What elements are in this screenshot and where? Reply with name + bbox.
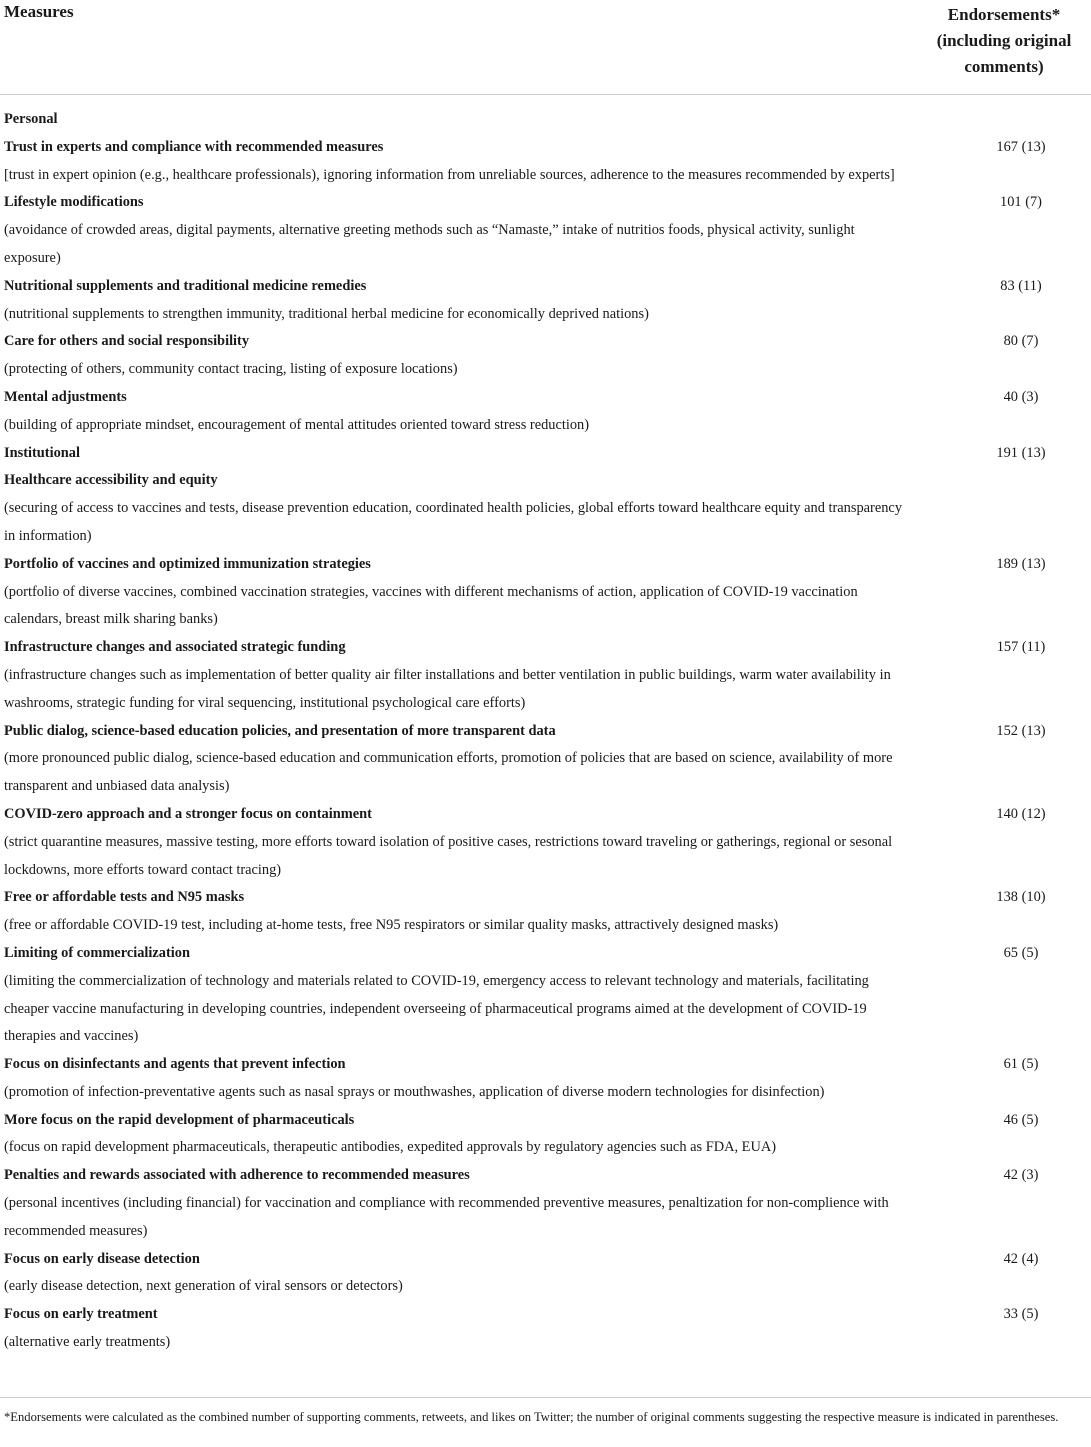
table-row	[0, 328, 1091, 384]
endorsement-value: 46 (5)	[1003, 1111, 1039, 1128]
endorsements-column-header: Endorsements* (including original comments)	[936, 5, 1072, 76]
measures-column-header: Measures	[4, 2, 74, 21]
measure-title: Care for others and social responsibility	[4, 333, 250, 350]
measure-description: (more pronounced public dialog, science-based education and communication efforts, promotion of policies that are based on science, availability of more transparent and unbiased data analysis)	[4, 750, 893, 795]
endorsement-value: 40 (3)	[1003, 388, 1039, 405]
table-row	[0, 384, 1091, 440]
endorsement-value: 42 (4)	[1003, 1250, 1039, 1267]
measure-title: Limiting of commercialization	[4, 944, 190, 961]
section-endorsements: 191 (13)	[996, 444, 1046, 461]
measure-title: Infrastructure changes and associated strategic funding	[4, 639, 346, 656]
measure-description: (early disease detection, next generation of viral sensors or detectors)	[4, 1278, 403, 1295]
measure-description: (free or affordable COVID-19 test, including at-home tests, free N95 respirators or similar quality masks, attractively designed masks)	[4, 917, 779, 934]
measure-title: Trust in experts and compliance with recommended measures	[4, 138, 384, 155]
endorsement-value: 80 (7)	[1003, 333, 1039, 350]
endorsement-value: 140 (12)	[996, 805, 1046, 822]
measure-description: (promotion of infection-preventative agents such as nasal sprays or mouthwashes, application of diverse modern technologies for disinfection)	[4, 1083, 825, 1100]
measure-description: (securing of access to vaccines and tests, disease prevention education, coordinated health policies, global efforts toward healthcare equity and transparency in information)	[4, 500, 903, 544]
section-title: Institutional	[4, 444, 80, 461]
footnote-text: *Endorsements were calculated as the combined number of supporting comments, retweets, and likes on Twitter; the number of original comments suggesting the respective measure is indicated in parentheses.	[4, 1410, 1059, 1424]
measure-description: (infrastructure changes such as implementation of better quality air filter installations and better ventilation in public buildings, warm water availability in washrooms, strategic funding for viral sequencing, institutional psychological care efforts)	[4, 666, 891, 711]
table-row	[0, 467, 1091, 550]
endorsement-value: 65 (5)	[1003, 944, 1039, 961]
endorsement-value: 101 (7)	[1000, 194, 1042, 211]
table-row	[0, 634, 1091, 717]
measure-description: (nutritional supplements to strengthen immunity, traditional herbal medicine for economically deprived nations)	[4, 305, 649, 322]
measure-description: [trust in expert opinion (e.g., healthcare professionals), ignoring information from unreliable sources, adherence to the measures recommended by experts]	[4, 166, 895, 183]
measure-title: Lifestyle modifications	[4, 194, 144, 211]
measure-title: Public dialog, science-based education policies, and presentation of more transparent data	[4, 722, 556, 739]
endorsement-value: 83 (11)	[1000, 277, 1042, 294]
measure-title: Free or affordable tests and N95 masks	[4, 889, 245, 906]
measure-title: Focus on disinfectants and agents that prevent infection	[4, 1056, 346, 1073]
measure-description: (portfolio of diverse vaccines, combined vaccination strategies, vaccines with different mechanisms of action, application of COVID-19 vaccination calendars, breast milk sharing banks)	[4, 583, 858, 628]
measure-title: Focus on early disease detection	[4, 1250, 200, 1267]
measure-description: (building of appropriate mindset, encouragement of mental attitudes oriented toward stress reduction)	[4, 416, 590, 433]
measure-title: COVID-zero approach and a stronger focus on containment	[4, 805, 372, 822]
table-row	[0, 189, 1091, 272]
measure-description: (avoidance of crowded areas, digital payments, alternative greeting methods such as “Namaste,” intake of nutritios foods, physical activity, sunlight exposure)	[4, 222, 855, 266]
measure-title: Nutritional supplements and traditional medicine remedies	[4, 277, 367, 294]
table-row	[0, 940, 1091, 1051]
table-row	[0, 273, 1091, 329]
table-row	[0, 1162, 1091, 1245]
endorsement-value: 42 (3)	[1003, 1167, 1039, 1184]
table-row	[0, 718, 1091, 801]
table-row	[0, 1301, 1091, 1357]
table-header	[0, 0, 1091, 95]
table-row	[0, 1246, 1091, 1302]
measure-description: (personal incentives (including financial) for vaccination and compliance with recommended preventive measures, penaltization for non-complience with recommended measures)	[4, 1195, 889, 1239]
measure-title: Focus on early treatment	[4, 1306, 158, 1323]
table-row	[0, 1051, 1091, 1107]
endorsement-value: 138 (10)	[996, 889, 1046, 906]
endorsement-value: 167 (13)	[996, 138, 1046, 155]
endorsement-value: 33 (5)	[1003, 1306, 1039, 1323]
table-row	[0, 884, 1091, 940]
measure-description: (strict quarantine measures, massive testing, more efforts toward isolation of positive cases, restrictions toward traveling or gatherings, regional or sesonal lockdowns, more efforts toward contact tracing)	[4, 833, 893, 878]
table-row	[0, 134, 1091, 190]
measure-description: (protecting of others, community contact tracing, listing of exposure locations)	[4, 361, 458, 378]
section-row-personal	[0, 106, 1091, 134]
table-row	[0, 1107, 1091, 1163]
measure-title: Mental adjustments	[4, 388, 127, 405]
endorsement-value: 157 (11)	[996, 639, 1046, 656]
endorsement-value: 189 (13)	[996, 555, 1046, 572]
measure-description: (alternative early treatments)	[4, 1334, 171, 1351]
measure-title: More focus on the rapid development of pharmaceuticals	[4, 1111, 355, 1128]
measure-description: (focus on rapid development pharmaceuticals, therapeutic antibodies, expedited approvals by regulatory agencies such as FDA, EUA)	[4, 1139, 777, 1156]
measure-title: Penalties and rewards associated with adherence to recommended measures	[4, 1167, 470, 1184]
table-row	[0, 551, 1091, 634]
endorsement-value: 61 (5)	[1003, 1056, 1039, 1073]
table-footnote	[0, 1397, 1091, 1426]
table-body	[0, 106, 1091, 1357]
endorsement-value: 152 (13)	[996, 722, 1046, 739]
table-row	[0, 801, 1091, 884]
measure-title: Portfolio of vaccines and optimized immunization strategies	[4, 555, 371, 572]
measure-description: (limiting the commercialization of technology and materials related to COVID-19, emergency access to relevant technology and materials, facilitating cheaper vaccine manufacturing in developing countries, independent overseeing of pharmaceutical programs aimed at the development of COVID-19 therapies and vaccines)	[4, 972, 869, 1045]
section-row-institutional	[0, 440, 1091, 468]
section-title: Personal	[4, 111, 58, 127]
measure-title: Healthcare accessibility and equity	[4, 472, 218, 489]
